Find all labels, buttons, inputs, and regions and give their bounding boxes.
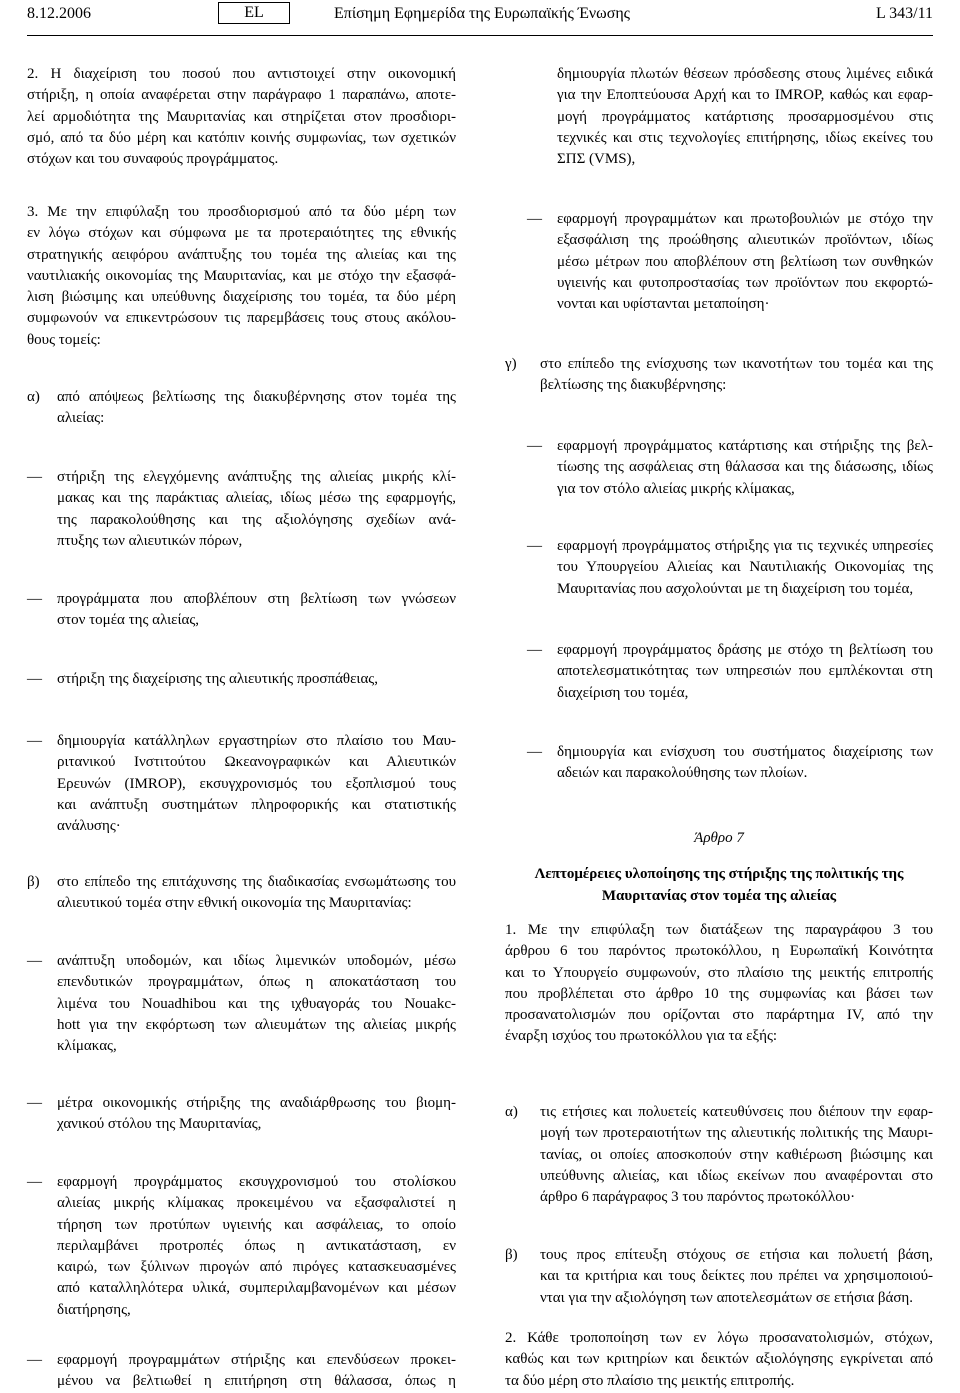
item-letter: γ)	[505, 356, 517, 372]
item-text	[557, 640, 933, 704]
text-line: μέσω μέτρων που αποβλέπουν στη βελτίωση των συνθηκών	[557, 253, 933, 270]
dash-marker: —	[527, 211, 542, 227]
text-line: στο επίπεδο της επιτάχυνσης της διαδικασίας ενσωμάτωσης του	[57, 874, 456, 890]
paragraph-2	[505, 1328, 933, 1392]
text-line: εφαρμογή προγράμματος δράσης με στόχο τη βελτίωση του	[557, 642, 933, 658]
text-line: υπεύθυνης αλιείας, και ιδίως εκείνων που αναφέρονται στο	[540, 1167, 933, 1184]
text-line: 1. Με την επιφύλαξη των διατάξεων της παραγράφου 3 του	[505, 922, 933, 938]
text-line: περιλαμβάνει προτροπές όπως η αντικατάσταση, εν	[57, 1237, 456, 1254]
text-line: νονται και υφίστανται μεταποίηση·	[557, 296, 770, 313]
text-line: καθώς και των κριτηρίων και δεικτών αξιολόγησης εγκρίνεται από	[505, 1351, 933, 1368]
dash-item-continuation	[505, 64, 933, 170]
text-line: διαχείριση του τομέα,	[557, 684, 689, 701]
dash-item	[27, 951, 456, 1057]
header-rule	[27, 35, 933, 36]
dash-marker: —	[27, 953, 42, 969]
text-line: και το Υπουργείο συμφωνούν, στο πλαίσιο της μεικτής επιτροπής	[505, 964, 933, 981]
article-heading	[505, 863, 933, 907]
dash-item	[27, 589, 456, 632]
text-line: Μαυριτανίας που ασχολούνται με τη διαχείριση του τομέα,	[557, 580, 914, 597]
dash-item	[27, 669, 456, 690]
text-line: στο επίπεδο της ενίσχυσης των ικανοτήτων του τομέα και της	[540, 356, 933, 372]
text-line: τις ετήσιες και πολυετείς κατευθύνσεις που διέπουν την εφαρ-	[540, 1104, 933, 1120]
item-text	[57, 589, 456, 632]
dash-item	[505, 640, 933, 704]
item-letter: α)	[505, 1104, 518, 1120]
language-code-box: EL	[218, 2, 290, 24]
dash-marker: —	[527, 438, 542, 454]
text-line: αποτελεσματικότητας των υπηρεσιών που εμπλέκονται στη	[557, 663, 933, 680]
text-line: που προβλέπεται στο άρθρο 10 της συμφωνίας και βάσει των	[505, 985, 933, 1002]
text-line: επενδυτικών προγραμμάτων, όπως η αποκατάσταση του	[57, 974, 456, 991]
dash-item	[27, 1172, 456, 1321]
text-line: εφαρμογή προγράμματος εκσυγχρονισμού του στολίσκου	[57, 1174, 456, 1190]
text-line: και τα κριτήρια και τους δείκτες που πρέπει να χρησιμοποιού-	[540, 1268, 933, 1285]
dash-item	[505, 742, 933, 785]
lettered-item	[505, 1102, 933, 1208]
item-text	[557, 436, 933, 500]
paragraph-3	[27, 202, 456, 351]
page-reference: L 343/11	[875, 5, 933, 22]
text-line: δημιουργία κατάλληλων εργαστηρίων στο πλαίσιο του Μαυ-	[57, 733, 456, 749]
text-line: ανάπτυξη υποδομών, και ιδίως λιμενικών υποδομών, μέσω	[57, 953, 456, 969]
item-text	[540, 354, 933, 397]
dash-marker: —	[27, 733, 42, 749]
text-line: εφαρμογή προγραμμάτων στήριξης και επενδύσεων προκει-	[57, 1352, 456, 1368]
text-line: εφαρμογή προγραμμάτων και πρωτοβουλιών με στόχο την	[557, 211, 933, 227]
item-text	[57, 872, 456, 915]
text-line: λεί αρμοδιότητα της Μαυριτανίας και στηρίζεται στον προσδιορι-	[27, 108, 456, 125]
text-line: μένου να βελτιωθεί η επιτήρηση στη θάλασσα, όπως η	[57, 1373, 456, 1390]
text-line: δημιουργία πλωτών θέσεων πρόσδεσης στους λιμένες ειδικά	[557, 66, 933, 82]
dash-item	[505, 209, 933, 315]
item-letter: α)	[27, 389, 40, 405]
text-line: πτυξης των αλιευτικών πόρων,	[57, 532, 243, 549]
item-text	[540, 1245, 933, 1309]
text-line: διατήρησης,	[57, 1301, 131, 1318]
text-line: στόχων και του συναφούς προγράμματος.	[27, 151, 279, 168]
text-line: Λεπτομέρειες υλοποίησης της στήριξης της πολιτικής της	[534, 866, 904, 882]
text-line: από καταλληλότερα υλικά, συμπεριλαμβανομένων και μέσων	[57, 1280, 456, 1297]
item-text	[57, 951, 456, 1057]
text-line: τεχνικές και στις τεχνολογίες επιτήρησης, ιδίως εκείνες του	[557, 129, 933, 146]
item-text	[57, 669, 456, 690]
text-line: για τον στόλο αλιείας μικρής κλίμακας,	[557, 480, 795, 497]
item-text	[57, 731, 456, 837]
text-line: προγράμματα που αποβλέπουν στη βελτίωση των γνώσεων	[57, 591, 456, 607]
dash-item	[27, 1350, 456, 1393]
text-line: τήρηση των προτύπων υγιεινής και ασφάλειας, το οποίο	[57, 1216, 456, 1233]
dash-item	[505, 436, 933, 500]
text-line: μογή προγράμματος κατάρτισης προσαρμοσμένου στις	[557, 108, 933, 125]
text-line: νται για την αξιολόγηση των αποτελεσμάτων σε ετήσια βάση.	[540, 1289, 914, 1306]
dash-marker: —	[27, 671, 42, 687]
lettered-item	[505, 1245, 933, 1309]
text-line: μακας και της παράκτιας αλιείας, ιδίως μέσω της εφαρμογής,	[57, 490, 456, 507]
text-line: 3. Με την επιφύλαξη του προσδιορισμού από τα δύο μέρη των	[27, 204, 456, 220]
text-line: αλιείας:	[57, 410, 105, 427]
dash-marker: —	[27, 1095, 42, 1111]
text-line: στρατηγικής αειφόρου ανάπτυξης του τομέα της αλιείας και της	[27, 246, 456, 263]
dash-item	[27, 467, 456, 552]
text-line: 2. Κάθε τροποποίηση των εν λόγω προσανατολισμών, στόχων,	[505, 1330, 933, 1346]
text-line: της παρακολούθησης και της αξιολόγησης σχεδίων ανά-	[57, 511, 456, 528]
text-line: βελτίωσης της διακυβέρνησης:	[540, 377, 727, 394]
journal-title: Επίσημη Εφημερίδα της Ευρωπαϊκής Ένωσης	[333, 5, 631, 22]
text-line: προσανατολισμών που ορίζονται στο παράρτημα IV, από την	[505, 1007, 933, 1024]
item-text	[57, 1093, 456, 1136]
text-line: τους προς επίτευξη στόχους σε ετήσια και πολυετή βάση,	[540, 1247, 933, 1263]
item-text	[57, 467, 456, 552]
item-text	[557, 536, 933, 600]
paragraph-1	[505, 920, 933, 1048]
text-line: από απόψεως βελτίωσης της διακυβέρνησης στον τομέα της	[57, 389, 456, 405]
text-line: σμό, από τα δύο μέρη και κατόπιν κοινής συμφωνίας, των σχετικών	[27, 129, 456, 146]
dash-marker: —	[27, 1352, 42, 1368]
lettered-item	[505, 354, 933, 397]
text-line: θους τομείς:	[27, 331, 101, 348]
dash-marker: —	[27, 469, 42, 485]
item-text	[57, 1172, 456, 1321]
text-line: στήριξη της διαχείρισης της αλιευτικής προσπάθειας,	[57, 671, 378, 687]
item-text	[57, 1350, 456, 1393]
dash-marker: —	[527, 538, 542, 554]
text-line: στήριξη, η οποία αναφέρεται στην παράγραφο 1 παραπάνω, αποτε-	[27, 87, 456, 104]
text-line: καιρώ, των ξύλινων πιρογών από πιρόγες κατασκευασμένες	[57, 1259, 456, 1276]
item-text	[557, 742, 933, 785]
text-line: κλίμακας,	[57, 1038, 117, 1055]
text-line: για την Εποπτεύουσα Αρχή και το IMROP, καθώς και εφαρ-	[557, 87, 933, 104]
text-line: υγιεινής και φυτοπροστασίας των προϊόντων που εκφορτώ-	[557, 274, 933, 291]
text-line: Ερευνών (IMROP), εκσυγχρονισμός του εξοπλισμού τους	[57, 775, 456, 792]
text-line: εν λόγω στόχων και σύμφωνα με τα προτεραιότητες της εθνικής	[27, 225, 456, 242]
text-line: χανικού στόλου της Μαυριτανίας,	[57, 1116, 262, 1133]
text-line: τίωσης της ασφάλειας στη θάλασσα και της διάσωσης, ιδίως	[557, 459, 933, 476]
lettered-item	[27, 387, 456, 430]
text-line: εφαρμογή προγράμματος στήριξης για τις τεχνικές υπηρεσίες	[557, 538, 933, 554]
text-line: ναυτιλιακής οικονομίας της Μαυριτανίας, και με στόχο την εξασφά-	[27, 267, 456, 284]
article-number: Άρθρο 7	[694, 830, 744, 846]
text-line: άρθρο 6 παράγραφος 3 του παρόντος πρωτοκόλλου·	[540, 1189, 856, 1206]
text-line: λιμένα του Nouadhibou και της ιχθυαγοράς του Nouakc-	[57, 995, 456, 1012]
dash-item	[505, 536, 933, 600]
text-line: hott για την εκφόρτωση των αλιευμάτων της αλιείας μικρής	[57, 1016, 456, 1033]
item-text	[540, 1102, 933, 1208]
text-line: στήριξη της ελεγχόμενης ανάπτυξης της αλιείας μικρής κλί-	[57, 469, 456, 485]
dash-marker: —	[527, 744, 542, 760]
item-text	[557, 64, 933, 170]
lettered-item	[27, 872, 456, 915]
item-text	[557, 209, 933, 315]
text-line: αδειών και παρακολούθησης των πλοίων.	[557, 765, 808, 782]
item-letter: β)	[27, 874, 40, 890]
text-line: συμφωνούν να επικεντρώσουν τις παρεμβάσεις τους στους ακόλου-	[27, 310, 456, 327]
text-line: και ανάπτυξη συστημάτων πληροφορικής και στατιστικής	[57, 796, 456, 813]
text-line: ΣΠΣ (VMS),	[557, 151, 636, 168]
text-line: μέτρα οικονομικής στήριξης της αναδιάρθρωσης του βιομη-	[57, 1095, 456, 1111]
text-line: τανίας, οι οποίες αποσκοπούν στην καθιέρωση βιώσιμης και	[540, 1146, 933, 1163]
text-line: έναρξη ισχύος του πρωτοκόλλου για τα εξής:	[505, 1028, 778, 1045]
dash-item	[27, 1093, 456, 1136]
text-line: τα δύο μέρη στο πλαίσιο της μεικτής επιτροπής.	[505, 1372, 795, 1389]
text-line: ανάλυσης·	[57, 818, 121, 835]
text-line: λιση βιώσιμης και υπεύθυνης διαχείρισης του τομέα, τα δύο μέρη	[27, 289, 456, 306]
text-line: αλιευτικού τομέα στην εθνική οικονομία της Μαυριτανίας:	[57, 895, 412, 912]
text-line: στον τομέα της αλιείας,	[57, 612, 200, 629]
text-line: αλιείας μικρής κλίμακας προκειμένου να εξασφαλιστεί η	[57, 1195, 456, 1212]
item-letter: β)	[505, 1247, 518, 1263]
dash-marker: —	[27, 591, 42, 607]
publication-date: 8.12.2006	[27, 5, 91, 22]
dash-marker: —	[27, 1174, 42, 1190]
text-line: άρθρου 6 του παρόντος πρωτοκόλλου, η Ευρωπαϊκή Κοινότητα	[505, 943, 933, 960]
text-line: ριτανικού Ινστιτούτου Ωκεανογραφικών και Αλιευτικών	[57, 754, 456, 771]
dash-item	[27, 731, 456, 837]
text-line: εξασφάλιση της προώθησης αλιευτικών προϊόντων, ιδίως	[557, 232, 933, 249]
text-line: του Υπουργείου Αλιείας και Ναυτιλιακής Οικονομίας της	[557, 559, 933, 576]
text-line: 2. Η διαχείριση του ποσού που αντιστοιχεί στην οικονομική	[27, 66, 456, 82]
text-line: εφαρμογή προγράμματος κατάρτισης και στήριξης της βελ-	[557, 438, 933, 454]
text-line: Μαυριτανίας στον τομέα της αλιείας	[601, 888, 837, 904]
paragraph-2	[27, 64, 456, 170]
text-line: μογή των προτεραιοτήτων της αλιευτικής πολιτικής της Μαυρι-	[540, 1125, 933, 1142]
dash-marker: —	[527, 642, 542, 658]
text-line: δημιουργία και ενίσχυση του συστήματος διαχείρισης των	[557, 744, 933, 760]
item-text	[57, 387, 456, 430]
